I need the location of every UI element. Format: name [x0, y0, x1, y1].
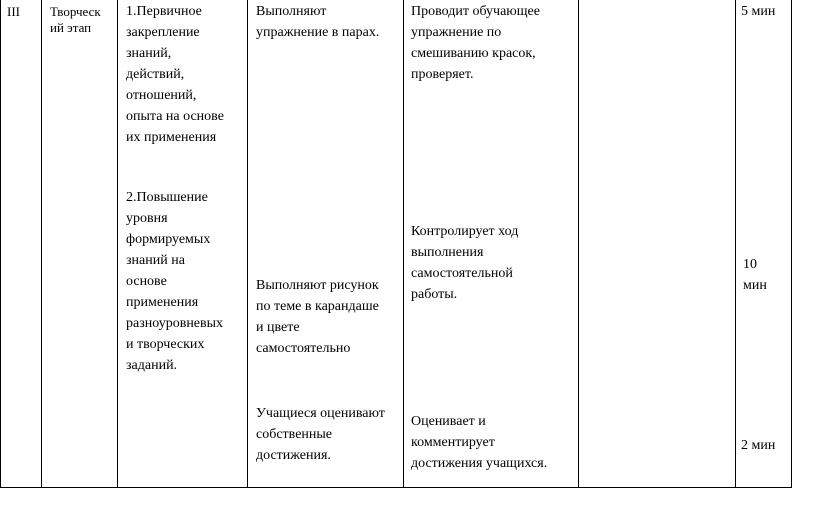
column-divider: [403, 0, 404, 488]
goal-2-text: 2.Повышение уровня формируемых знаний на основе применения разноуровневых и творческих заданий.: [126, 190, 224, 373]
time-3: 2 мин: [741, 438, 776, 453]
column-divider: [41, 0, 42, 488]
column-divider: [578, 0, 579, 488]
stage-name: Творческ ий этап: [50, 4, 101, 35]
table-border-right: [791, 0, 792, 488]
stage-number: III: [7, 4, 20, 19]
teacher-activity-1: Проводит обучающее упражнение по смешиванию красок, проверяет.: [411, 4, 540, 82]
teacher-activity-3: Оценивает и комментирует достижения учащихся.: [411, 414, 548, 471]
student-activity-2: Выполняют рисунок по теме в карандаше и цвете самостоятельно: [256, 278, 379, 356]
teacher-activity-2: Контролирует ход выполнения самостоятельной работы.: [411, 224, 519, 302]
student-activity-3: Учащиеся оценивают собственные достижения.: [256, 406, 385, 463]
table-border-bottom: [0, 487, 792, 488]
column-divider: [117, 0, 118, 488]
time-1: 5 мин: [741, 4, 776, 19]
column-divider: [735, 0, 736, 488]
time-2: 10 мин: [743, 257, 767, 293]
column-divider: [247, 0, 248, 488]
student-activity-1: Выполняют упражнение в парах.: [256, 4, 380, 40]
goal-1-text: 1.Первичное закрепление знаний, действий, отношений, опыта на основе их применения: [126, 4, 224, 145]
table-border-left: [0, 0, 1, 488]
